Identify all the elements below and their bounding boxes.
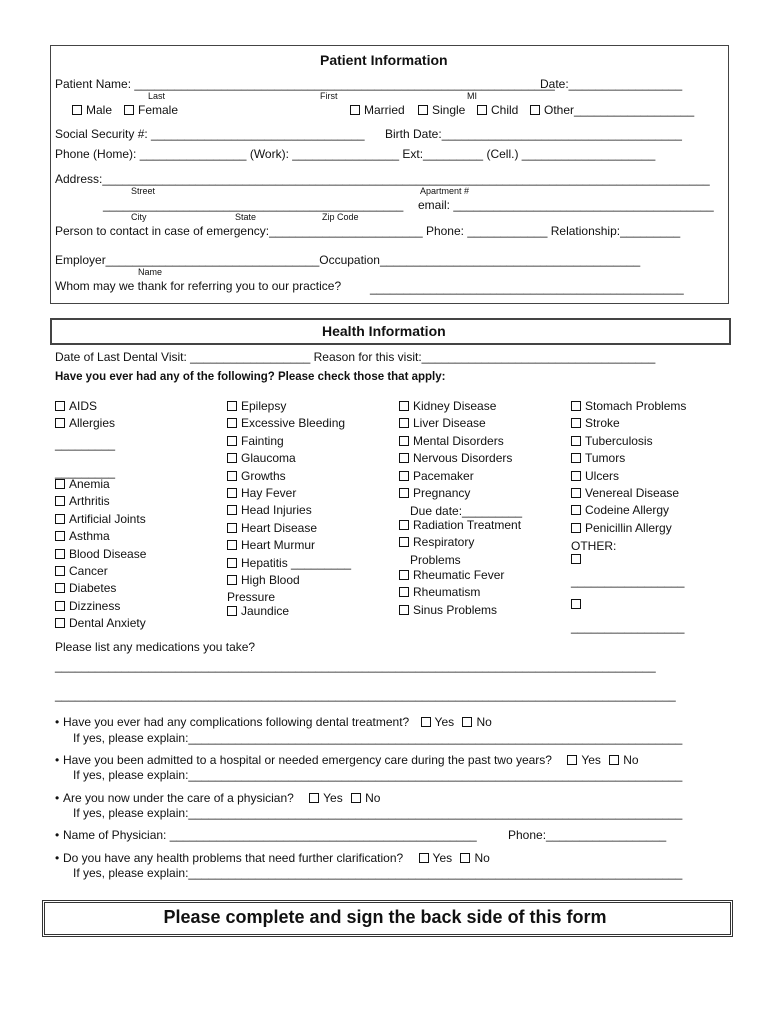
condition-kidney-disease[interactable]: Kidney Disease — [399, 398, 512, 415]
condition-hay-fever[interactable]: Hay Fever — [227, 485, 351, 502]
health-info-title: Health Information — [322, 323, 446, 339]
zip-caption: Zip Code — [322, 212, 359, 222]
condition-heart-murmur[interactable]: Heart Murmur — [227, 537, 351, 554]
checkbox-icon — [399, 401, 409, 411]
apartment-caption: Apartment # — [420, 186, 470, 196]
checkbox-icon — [571, 436, 581, 446]
question-physician-care: • Are you now under the care of a physician? Yes No — [55, 791, 381, 805]
conditions-col-2 — [227, 398, 351, 589]
checkbox-icon — [72, 105, 82, 115]
condition-stroke[interactable]: Stroke — [571, 415, 686, 432]
checkbox-icon — [609, 755, 619, 765]
q3-yes-checkbox[interactable]: Yes — [309, 791, 343, 805]
checkbox-icon — [571, 471, 581, 481]
checkbox-icon — [227, 471, 237, 481]
checkbox-icon — [571, 401, 581, 411]
checkbox-icon — [55, 531, 65, 541]
condition-nervous-disorders[interactable]: Nervous Disorders — [399, 450, 512, 467]
checkbox-icon — [399, 453, 409, 463]
condition-heart-disease[interactable]: Heart Disease — [227, 520, 351, 537]
referral-field[interactable]: _______________________________________________ — [370, 281, 684, 295]
q2-explain-field[interactable]: If yes, please explain:__________________________________________________________________________ — [73, 768, 683, 782]
name-caption: Name — [138, 267, 163, 277]
footer-note: Please complete and sign the back side of this form — [163, 907, 607, 927]
checkbox-icon — [55, 479, 65, 489]
checkbox-icon — [227, 540, 237, 550]
condition-pacemaker[interactable]: Pacemaker — [399, 468, 512, 485]
city-caption: City — [131, 212, 147, 222]
condition-jaundice[interactable]: Jaundice — [227, 604, 289, 618]
checkbox-icon — [55, 583, 65, 593]
physician-phone-field[interactable]: Phone:__________________ — [508, 828, 667, 842]
conditions-col-4 — [571, 398, 686, 537]
question-clarification: • Do you have any health problems that need further clarification? Yes No — [55, 851, 490, 865]
checkbox-icon — [55, 601, 65, 611]
checkbox-icon — [55, 549, 65, 559]
condition-allergies[interactable]: Allergies — [55, 415, 115, 432]
q3-no-checkbox[interactable]: No — [351, 791, 380, 805]
q1-no-checkbox[interactable]: No — [462, 715, 491, 729]
checkbox-icon — [227, 488, 237, 498]
checkbox-icon — [399, 605, 409, 615]
condition-stomach-problems[interactable]: Stomach Problems — [571, 398, 686, 415]
phone-fields[interactable]: Phone (Home): ________________ (Work): ________________ Ext:_________ (Cell.) ____________________ — [55, 147, 656, 161]
conditions-col-1b — [55, 476, 146, 633]
checkbox-icon — [227, 401, 237, 411]
problems-label: Problems — [410, 553, 461, 567]
condition-anemia[interactable]: Anemia — [55, 476, 146, 493]
condition-liver-disease[interactable]: Liver Disease — [399, 415, 512, 432]
checkbox-icon — [227, 436, 237, 446]
mi-caption: MI — [467, 91, 477, 101]
single-checkbox[interactable]: Single — [418, 103, 465, 117]
checkbox-icon — [350, 105, 360, 115]
q5-yes-checkbox[interactable]: Yes — [419, 851, 453, 865]
checkbox-icon — [399, 570, 409, 580]
checkbox-icon — [418, 105, 428, 115]
birth-date-field[interactable]: Birth Date:____________________________________ — [385, 127, 682, 141]
checkbox-icon — [55, 566, 65, 576]
q5-no-checkbox[interactable]: No — [460, 851, 489, 865]
checkbox-icon — [399, 520, 409, 530]
question-hospital: • Have you been admitted to a hospital or needed emergency care during the past two years? Yes No — [55, 753, 639, 767]
allergies-blank-1[interactable]: _________ — [55, 437, 116, 451]
checkbox-icon — [55, 418, 65, 428]
checkbox-icon — [571, 599, 581, 609]
address-field[interactable]: Address:___________________________________________________________________________________________ — [55, 172, 710, 186]
condition-excessive-bleeding[interactable]: Excessive Bleeding — [227, 415, 351, 432]
condition-high-blood-pressure[interactable]: High Blood — [227, 572, 351, 589]
checkbox-icon — [419, 853, 429, 863]
other-checkbox[interactable]: Other__________________ — [530, 103, 694, 117]
female-checkbox[interactable]: Female — [124, 103, 178, 117]
street-caption: Street — [131, 186, 156, 196]
ssn-field[interactable]: Social Security #: ________________________________ — [55, 127, 365, 141]
conditions-col-3b — [399, 567, 504, 619]
checkbox-icon — [462, 717, 472, 727]
condition-fainting[interactable]: Fainting — [227, 433, 351, 450]
condition-dental-anxiety[interactable]: Dental Anxiety — [55, 615, 146, 632]
state-caption: State — [235, 212, 257, 222]
question-complications: • Have you ever had any complications following dental treatment? Yes No — [55, 715, 492, 729]
condition-head-injuries[interactable]: Head Injuries — [227, 502, 351, 519]
checkbox-icon — [227, 505, 237, 515]
checkbox-icon — [351, 793, 361, 803]
checkbox-icon — [227, 523, 237, 533]
patient-info-title: Patient Information — [320, 52, 448, 68]
other-field-1[interactable]: _________________ — [571, 574, 685, 588]
checkbox-icon — [571, 453, 581, 463]
checkbox-icon — [421, 717, 431, 727]
allergies-blank-2[interactable]: _________ — [55, 465, 116, 479]
condition-ulcers[interactable]: Ulcers — [571, 468, 686, 485]
condition-hepatitis[interactable]: Hepatitis _________ — [227, 555, 351, 572]
q3-explain-field[interactable]: If yes, please explain:__________________________________________________________________________ — [73, 806, 683, 820]
other-field-2[interactable]: _________________ — [571, 620, 685, 634]
checkbox-icon — [571, 488, 581, 498]
condition-respiratory-problems[interactable]: Respiratory — [399, 535, 474, 549]
checkbox-icon — [399, 418, 409, 428]
checkbox-icon — [567, 755, 577, 765]
date-field[interactable]: Date:_________________ — [540, 77, 683, 91]
medications-field-1[interactable]: __________________________________________________________________________________________ — [55, 659, 656, 673]
condition-epilepsy[interactable]: Epilepsy — [227, 398, 351, 415]
checkbox-icon — [571, 505, 581, 515]
condition-venereal-disease[interactable]: Venereal Disease — [571, 485, 686, 502]
medications-label: Please list any medications you take? — [55, 640, 256, 654]
checkbox-icon — [227, 606, 237, 616]
due-date-field[interactable]: Due date:_________ — [410, 504, 523, 518]
condition-rheumatic-fever[interactable]: Rheumatic Fever — [399, 567, 504, 584]
employer-field[interactable]: Employer________________________________Occupation_______________________________________ — [55, 253, 641, 267]
checkbox-icon — [399, 471, 409, 481]
medications-field-2[interactable]: _____________________________________________________________________________________________ — [55, 688, 676, 702]
email-field[interactable]: email: _______________________________________ — [418, 198, 714, 212]
q1-explain-field[interactable]: If yes, please explain:__________________________________________________________________________ — [73, 731, 683, 745]
q1-yes-checkbox[interactable]: Yes — [421, 715, 455, 729]
checkbox-icon — [227, 558, 237, 568]
condition-dizziness[interactable]: Dizziness — [55, 598, 146, 615]
checkbox-icon — [399, 436, 409, 446]
condition-growths[interactable]: Growths — [227, 468, 351, 485]
last-visit-field[interactable]: Date of Last Dental Visit: __________________ Reason for this visit:___________________________________ — [55, 350, 656, 364]
condition-mental-disorders[interactable]: Mental Disorders — [399, 433, 512, 450]
condition-blood-disease[interactable]: Blood Disease — [55, 546, 146, 563]
condition-cancer[interactable]: Cancer — [55, 563, 146, 580]
other-checkbox-1[interactable] — [571, 552, 585, 566]
condition-penicillin-allergy[interactable]: Penicillin Allergy — [571, 520, 686, 537]
condition-tumors[interactable]: Tumors — [571, 450, 686, 467]
q2-yes-checkbox[interactable]: Yes — [567, 753, 601, 767]
checkbox-icon — [55, 514, 65, 524]
pressure-label: Pressure — [227, 590, 276, 604]
conditions-col-3 — [399, 398, 512, 502]
checkbox-icon — [227, 575, 237, 585]
checkbox-icon — [571, 418, 581, 428]
other-label: OTHER: — [571, 539, 617, 553]
condition-radiation-treatment[interactable]: Radiation Treatment — [399, 518, 521, 532]
city-state-zip-field[interactable]: _____________________________________________ — [103, 198, 404, 212]
checkbox-icon — [55, 401, 65, 411]
checkbox-icon — [227, 453, 237, 463]
male-checkbox[interactable]: Male — [72, 103, 112, 117]
condition-asthma[interactable]: Asthma — [55, 528, 146, 545]
condition-rheumatism[interactable]: Rheumatism — [399, 584, 504, 601]
condition-glaucoma[interactable]: Glaucoma — [227, 450, 351, 467]
child-checkbox[interactable]: Child — [477, 103, 518, 117]
patient-name-field[interactable]: Patient Name: _______________________________________________________________ — [55, 77, 555, 91]
condition-arthritis[interactable]: Arthritis — [55, 493, 146, 510]
first-caption: First — [320, 91, 338, 101]
checkbox-icon — [124, 105, 134, 115]
q2-no-checkbox[interactable]: No — [609, 753, 638, 767]
checkbox-icon — [399, 488, 409, 498]
physician-name-field[interactable]: • Name of Physician: ______________________________________________ — [55, 828, 477, 842]
checkbox-icon — [571, 523, 581, 533]
checkbox-icon — [55, 496, 65, 506]
condition-codeine-allergy[interactable]: Codeine Allergy — [571, 502, 686, 519]
conditions-col-1a — [55, 398, 115, 433]
condition-diabetes[interactable]: Diabetes — [55, 580, 146, 597]
condition-aids[interactable]: AIDS — [55, 398, 115, 415]
checkbox-icon — [309, 793, 319, 803]
condition-artificial-joints[interactable]: Artificial Joints — [55, 511, 146, 528]
checkbox-icon — [399, 537, 409, 547]
q5-explain-field[interactable]: If yes, please explain:__________________________________________________________________________ — [73, 866, 683, 880]
conditions-question: Have you ever had any of the following? Please check those that apply: — [55, 371, 446, 383]
checkbox-icon — [399, 587, 409, 597]
condition-sinus-problems[interactable]: Sinus Problems — [399, 602, 504, 619]
condition-pregnancy[interactable]: Pregnancy — [399, 485, 512, 502]
condition-tuberculosis[interactable]: Tuberculosis — [571, 433, 686, 450]
checkbox-icon — [571, 554, 581, 564]
checkbox-icon — [477, 105, 487, 115]
checkbox-icon — [227, 418, 237, 428]
other-checkbox-2[interactable] — [571, 597, 585, 611]
last-caption: Last — [148, 91, 166, 101]
checkbox-icon — [55, 618, 65, 628]
referral-label: Whom may we thank for referring you to our practice? — [55, 279, 342, 293]
married-checkbox[interactable]: Married — [350, 103, 405, 117]
checkbox-icon — [460, 853, 470, 863]
checkbox-icon — [530, 105, 540, 115]
emergency-contact-field[interactable]: Person to contact in case of emergency:_______________________ Phone: ____________ Relationship:_________ — [55, 224, 681, 238]
